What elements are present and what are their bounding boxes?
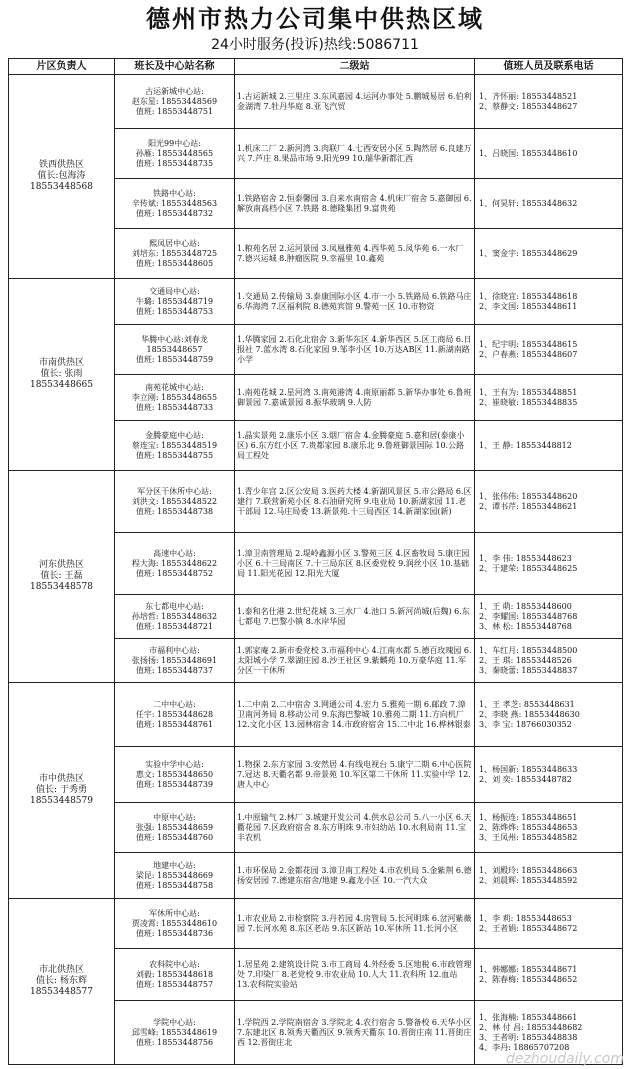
area-leader-cell bbox=[9, 279, 115, 471]
table-row bbox=[9, 75, 623, 129]
area-leader-line: 值长: 于秀勇 bbox=[36, 785, 87, 795]
center-station-line: 张强: 18553448659 bbox=[135, 822, 214, 832]
center-station-line: 军休所中心站: bbox=[149, 908, 200, 918]
center-station-line: 惠文: 18553448650 bbox=[135, 769, 214, 779]
area-leader-line: 市北供热区 bbox=[38, 965, 84, 975]
duty-contact-line: 1、车红月: 18553448500 bbox=[479, 645, 578, 655]
duty-contact-line: 2、李晓 燕: 18553448630 bbox=[479, 709, 580, 719]
duty-contact-cell bbox=[475, 229, 623, 279]
duty-contact-line: 1、杨振连: 18553448651 bbox=[479, 812, 578, 822]
heating-area-table bbox=[8, 58, 623, 1065]
duty-contact-cell bbox=[475, 533, 623, 595]
center-station-cell bbox=[115, 279, 235, 325]
center-station-line: 辛传斌: 18553448563 bbox=[131, 198, 218, 208]
area-leader-line: 市中供热区 bbox=[38, 774, 84, 784]
center-station-line: 地建中心站: bbox=[153, 860, 196, 870]
center-station-line: 值班: 18553448756 bbox=[135, 1037, 214, 1047]
center-station-line: 值班: 18553448759 bbox=[135, 354, 214, 364]
center-station-cell bbox=[115, 595, 235, 639]
duty-contact-cell bbox=[475, 279, 623, 325]
header-area-leader: 片区负责人 bbox=[9, 59, 115, 75]
duty-contact-line: 2、刘晨辉: 18553448592 bbox=[479, 875, 578, 885]
duty-contact-line: 2、林 付 昌: 18553448682 bbox=[479, 1022, 583, 1032]
center-station-line: 牛璐: 18553448719 bbox=[135, 296, 214, 306]
center-station-cell bbox=[115, 179, 235, 229]
center-station-line: 南苑花城中心站: bbox=[145, 382, 204, 392]
duty-contact-cell bbox=[475, 471, 623, 533]
sub-stations-cell: 1.华腾家园 2.石化北宿舍 3.新华东区 4.新华西区 5.区工商局 6.日报社 7.蓝水湾 8.石化家园 9.邹李小区 10.万达AB区 11.新湖南路小学 bbox=[235, 325, 475, 375]
center-station-line: 农科院中心站: bbox=[149, 959, 200, 969]
center-station-line: 值班: 18553448738 bbox=[135, 506, 214, 516]
duty-contact-cell bbox=[475, 75, 623, 129]
duty-contact-cell bbox=[475, 803, 623, 853]
center-station-line: 值班: 18553448721 bbox=[135, 621, 214, 631]
center-station-line: 铁路中心站: bbox=[153, 188, 196, 198]
duty-contact-line: 1、杨国新: 18553448633 bbox=[479, 764, 578, 774]
sub-stations-cell: 1.交通局 2.传输局 3.泰康国际小区 4.市一小 5.铁路局 6.铁路马庄 6.华海湾 7.区福利院 8.德苑宾馆 9.警苑一区 10.市物资 bbox=[235, 279, 475, 325]
sub-stations-cell: 1.铁路宿舍 2.恒泰馨园 3.自来水南宿舍 4.机床厂宿舍 5.嘉御园 6.解放南高档小区 7.铁路 8.德隆集团 9.富贵苑 bbox=[235, 179, 475, 229]
sub-stations-cell: 1.中原输气 2.林厂 3.城建开发公司 4.供水总公司 5.八一小区 6.天衢花园 7.区政府宿舍 8.东方明珠 9.市妇幼站 10.水利局南 11.宝丰农机 bbox=[235, 803, 475, 853]
sub-stations-cell: 1.居星苑 2.建筑设计院 3.市工商局 4.外经委 5.区地税 6.市政管理处 7.印染厂 8.老党校 9.市农业局 10.人大 11.农科所 12.血站 13.农科院实验站 bbox=[235, 949, 475, 1001]
center-station-cell bbox=[115, 899, 235, 949]
center-station-cell bbox=[115, 75, 235, 129]
center-station-line: 值班: 18553448735 bbox=[135, 158, 214, 168]
duty-contact-line: 3、林 松: 18553448768 bbox=[479, 621, 572, 631]
table-row bbox=[9, 471, 623, 533]
center-station-line: 军分区干休所中心站: bbox=[137, 486, 212, 496]
sub-stations-cell: 1.漳卫南管理局 2.堤岭鑫源小区 3.警苑三区 4.区畜牧局 5.康庄园小区 6.十三局南区 7.十三局东区 8.区委党校 9.润丝小区 10.基础局 11.阳光花园 12.阳光大厦 bbox=[235, 533, 475, 595]
duty-contact-line: 1、李 莉: 18553448653 bbox=[479, 913, 572, 923]
page-title: 德州市热力公司集中供热区域 bbox=[146, 5, 484, 33]
area-leader-line: 18553448577 bbox=[30, 987, 93, 997]
center-station-line: 孙培哲: 18553448632 bbox=[131, 611, 218, 621]
table-row bbox=[9, 279, 623, 325]
sub-stations-cell: 1.南苑花城 2.星河湾 3.南苑港湾 4.南原丽都 5.新华办事处 6.鲁班御景园 7.嘉诚景园 8.振华玻璃 9.人防 bbox=[235, 375, 475, 421]
center-station-line: 值班: 18553448753 bbox=[135, 306, 214, 316]
duty-contact-line: 2、刘 奕: 18553448782 bbox=[479, 774, 572, 784]
center-station-line: 值班: 18553448760 bbox=[135, 832, 214, 842]
duty-contact-line: 2、崔晓敏: 18553448835 bbox=[479, 397, 578, 407]
center-station-line: 值班: 18553448752 bbox=[135, 568, 214, 578]
duty-contact-line: 2、户春燕: 18553448607 bbox=[479, 349, 578, 359]
duty-contact-cell bbox=[475, 639, 623, 683]
center-station-cell bbox=[115, 639, 235, 683]
area-leader-cell bbox=[9, 75, 115, 279]
duty-contact-cell bbox=[475, 747, 623, 803]
duty-contact-line: 2、谭书芹: 18553448621 bbox=[479, 501, 578, 511]
sub-stations-cell: 1.市农业局 2.市检察院 3.丹若园 4.房管局 5.长河明珠 6.岔河紫薇园 7.长河水苑 8.东区老站 9.东区新站 10.军休所 11.长河小区 bbox=[235, 899, 475, 949]
duty-contact-line: 2、陈春梅: 18553448652 bbox=[479, 974, 578, 984]
area-leader-line: 值长:包海涛 bbox=[37, 171, 86, 181]
center-station-line: 值班: 18553448761 bbox=[135, 719, 214, 729]
duty-contact-cell bbox=[475, 853, 623, 899]
center-station-line: 高速中心站: bbox=[153, 548, 196, 558]
duty-contact-cell bbox=[475, 949, 623, 1001]
area-leader-line: 18553448568 bbox=[30, 182, 93, 192]
table-body bbox=[9, 75, 623, 1065]
duty-contact-line: 2、李文国: 18553448611 bbox=[479, 301, 578, 311]
duty-contact-line: 2、蔡静文: 18553448627 bbox=[479, 101, 578, 111]
duty-contact-line: 1、窦金宇: 18553448629 bbox=[479, 248, 578, 258]
hotline-subtitle: 24小时服务(投诉)热线:5086711 bbox=[211, 37, 419, 53]
center-station-cell bbox=[115, 853, 235, 899]
center-station-line: 李立刚: 18553448655 bbox=[131, 392, 218, 402]
area-leader-line: 市南供热区 bbox=[38, 358, 84, 368]
center-station-line: 程大海: 18553448622 bbox=[131, 558, 218, 568]
watermark-text: dezhoudaily.com bbox=[506, 1051, 624, 1067]
center-station-line: 交通局中心站: bbox=[149, 286, 200, 296]
duty-contact-line: 2、李耀国: 18553448768 bbox=[479, 611, 578, 621]
duty-contact-line: 1、韩娜娜: 18553448671 bbox=[479, 964, 578, 974]
duty-contact-cell bbox=[475, 375, 623, 421]
area-leader-line: 18553448578 bbox=[30, 582, 93, 592]
center-station-line: 刘毅: 18553448618 bbox=[135, 969, 214, 979]
sub-stations-cell: 1.青少年宫 2.区公安局 3.医药大楼 4.新湖风景区 5.市公路局 6.区建行 7.联营新苑小区 8.石油研究所 9.电业局 10.新湖家园 11.老干部局 12.马庄局委 13.新景苑.十三局西区 14.新湖家园(新) bbox=[235, 471, 475, 533]
duty-contact-cell bbox=[475, 683, 623, 747]
center-station-line: 18553448657 bbox=[146, 344, 203, 354]
duty-contact-line: 2、陈烨烨: 18553448653 bbox=[479, 822, 578, 832]
center-station-line: 值班: 18553448755 bbox=[135, 450, 214, 460]
area-leader-cell bbox=[9, 471, 115, 683]
area-leader-line: 18553448665 bbox=[30, 380, 93, 390]
center-station-cell bbox=[115, 471, 235, 533]
center-station-line: 值班: 18553448737 bbox=[135, 665, 214, 675]
center-station-line: 刘洪文: 18553448522 bbox=[131, 496, 218, 506]
area-leader-line: 铁西供热区 bbox=[38, 160, 84, 170]
area-leader-line: 值长: 杨东辉 bbox=[36, 976, 87, 986]
sub-stations-cell: 1.市环保局 2.金都花园 3.漳卫南工程处 4.市农机局 5.金紫荆 6.德扬安居园 7.德建东宿舍/地建 9.鑫龙小区 10.一汽大众 bbox=[235, 853, 475, 899]
duty-contact-line: 1、李 伟: 18553448623 bbox=[479, 553, 572, 563]
center-station-line: 金腾豪庭中心站: bbox=[145, 430, 204, 440]
duty-contact-line: 2、王 琪: 18553448526 bbox=[479, 655, 572, 665]
sub-stations-cell: 1.晶实景苑 2.康乐小区 3.烟厂宿舍 4.金腾豪庭 5.嘉和居(泰康小区) 6.东方红小区 7.贵都家园 8.康乐北 9.鲁班御景国际 10.公路局工程处 bbox=[235, 421, 475, 471]
center-station-line: 值班: 18553448751 bbox=[135, 106, 214, 116]
center-station-cell bbox=[115, 229, 235, 279]
center-station-cell bbox=[115, 683, 235, 747]
center-station-line: 蔡连宝: 18553448519 bbox=[131, 440, 218, 450]
center-station-line: 刘培东: 18553448725 bbox=[131, 248, 218, 258]
center-station-cell bbox=[115, 533, 235, 595]
center-station-cell bbox=[115, 1001, 235, 1065]
center-station-line: 贾凌霄: 18553448610 bbox=[131, 918, 218, 928]
duty-contact-line: 1、徐晓宜: 18553448618 bbox=[479, 291, 578, 301]
duty-contact-cell bbox=[475, 899, 623, 949]
duty-contact-line: 1、何昊轩: 18553448632 bbox=[479, 198, 578, 208]
center-station-line: 中原中心站: bbox=[153, 812, 196, 822]
center-station-cell bbox=[115, 747, 235, 803]
duty-contact-line: 1、吕晓国: 18553448610 bbox=[479, 148, 578, 158]
header-duty-contact: 值班人员及联系电话 bbox=[475, 59, 623, 75]
duty-contact-line: 1、张伟伟: 18553448620 bbox=[479, 491, 578, 501]
center-station-line: 实验中学中心站: bbox=[145, 759, 204, 769]
center-station-line: 熙凤居中心站: bbox=[149, 238, 200, 248]
center-station-line: 梁昆: 18553448669 bbox=[135, 870, 214, 880]
center-station-line: 值班: 18553448758 bbox=[135, 880, 214, 890]
center-station-line: 古运新城中心站: bbox=[145, 86, 204, 96]
duty-contact-line: 1、王 静: 18553448812 bbox=[479, 440, 572, 450]
duty-contact-line: 2、王者娟: 18553448672 bbox=[479, 923, 578, 933]
duty-contact-line: 1、王 萌: 18553448600 bbox=[479, 601, 572, 611]
center-station-line: 值班: 18553448736 bbox=[135, 928, 214, 938]
sub-stations-cell: 1.物探 2.东方家园 3.安然居 4.有线电视台 5.康宁二期 6.中心医院 7.冠达 8.天衢名都 9.帝景苑 10.军区第二干休所 11.实验中学 12.唐人中心 bbox=[235, 747, 475, 803]
center-station-cell bbox=[115, 421, 235, 471]
center-station-line: 值班: 18553448739 bbox=[135, 779, 214, 789]
sub-stations-cell: 1.学院西 2.学院南宿舍 3.学院北 4.农行宿舍 5.警备校 6.天华小区 7.东建北区 8.领秀天衢西区 9.领秀天衢东 10.晋街庄南 11.晋街庄西 12.晋街庄北 bbox=[235, 1001, 475, 1065]
area-leader-line: 值长: 张雨 bbox=[40, 369, 83, 379]
center-station-line: 二中中心站: bbox=[153, 699, 196, 709]
sub-stations-cell: 1.二中南 2.二中宿舍 3.网通公司 4.宏力 5.雅苑一期 6.邮政 7.漳卫南河务局 8.移动公司 9.东海巴黎城 10.雅苑二期 11.方向机厂 12.文化小区 13.园林宿舍 14.市政府宿舍 15.二中北 16.桦林银泰 bbox=[235, 683, 475, 747]
duty-contact-line: 1、齐怀丽: 18553448521 bbox=[479, 91, 578, 101]
duty-contact-line: 1、刘殿玲: 18553448663 bbox=[479, 865, 578, 875]
duty-contact-line: 1、纪宇明: 18553448615 bbox=[479, 339, 578, 349]
center-station-cell bbox=[115, 325, 235, 375]
center-station-line: 学院中心站: bbox=[153, 1017, 196, 1027]
center-station-line: 东七都电中心站: bbox=[145, 601, 204, 611]
duty-contact-cell bbox=[475, 595, 623, 639]
duty-contact-line: 3、秦晓蕾: 18553448837 bbox=[479, 665, 578, 675]
area-leader-line: 18553448579 bbox=[30, 796, 93, 806]
area-leader-line: 值长: 王磊 bbox=[40, 571, 83, 581]
center-station-line: 值班: 18553448732 bbox=[135, 208, 214, 218]
center-station-line: 阳光99中心站: bbox=[148, 138, 201, 148]
center-station-line: 值班: 18553448733 bbox=[135, 402, 214, 412]
duty-contact-line: 3、李 宝: 18766030352 bbox=[479, 719, 572, 729]
duty-contact-line: 3、王凤州: 18553448582 bbox=[479, 832, 578, 842]
table-row bbox=[9, 899, 623, 949]
center-station-line: 值班: 18553448605 bbox=[135, 258, 214, 268]
center-station-cell bbox=[115, 129, 235, 179]
sub-stations-cell: 1.古运新城 2.三里庄 3.东风嘉园 4.运河办事处 5.鹏城易居 6.伯利金湖湾 7.牡丹华庭 8.亚飞汽贸 bbox=[235, 75, 475, 129]
table-header-row bbox=[9, 59, 623, 75]
duty-contact-cell bbox=[475, 421, 623, 471]
center-station-line: 值班: 18553448757 bbox=[135, 979, 214, 989]
duty-contact-cell bbox=[475, 325, 623, 375]
duty-contact-line: 1、王有为: 18553448851 bbox=[479, 387, 578, 397]
duty-contact-line: 3、王者明: 18553448838 bbox=[479, 1032, 578, 1042]
center-station-line: 任宇: 18553448628 bbox=[135, 709, 214, 719]
area-leader-line: 河东供热区 bbox=[38, 560, 84, 570]
sub-stations-cell: 1.郭家庵 2.新市委党校 3.市福利中心 4.江南水都 5.德百玫瑰园 6.太阳城小学 7.翠湖庄园 8.沙王社区 9.紫麟苑 10.万豪华庭 11.军分区一干休所 bbox=[235, 639, 475, 683]
center-station-line: 市福利中心站: bbox=[149, 645, 200, 655]
header-sub-station: 二级站 bbox=[235, 59, 475, 75]
center-station-cell bbox=[115, 949, 235, 1001]
duty-contact-line: 1、王 孝芝: 8553448631 bbox=[479, 699, 575, 709]
center-station-line: 赵东星: 18553448569 bbox=[131, 96, 218, 106]
table-row bbox=[9, 683, 623, 747]
center-station-line: 张扬扬: 18553448691 bbox=[131, 655, 218, 665]
center-station-line: 孙雁: 18553448565 bbox=[135, 148, 214, 158]
center-station-line: 邱雪峰: 18553448619 bbox=[131, 1027, 218, 1037]
duty-contact-line: 4、李丹: 18865707208 bbox=[479, 1042, 570, 1052]
center-station-line: 华腾中心站:刘春龙 bbox=[141, 334, 208, 344]
duty-contact-cell bbox=[475, 129, 623, 179]
duty-contact-line: 1、张海楠: 18553448661 bbox=[479, 1012, 578, 1022]
center-station-cell bbox=[115, 803, 235, 853]
sub-stations-cell: 1.泰和名仕港 2.世纪花城 3.三水厂 4.池口 5.新河尚城(后魏) 6.东七都电 7.巴黎小镇 8.水岸华园 bbox=[235, 595, 475, 639]
center-station-cell bbox=[115, 375, 235, 421]
sub-stations-cell: 1.机床二厂 2.新河湾 3.肉联厂 4.七西安居小区 5.陶然居 6.良建万兴 7.芦庄 8.果品市场 9.阳光99 10.瑞华新都汇西 bbox=[235, 129, 475, 179]
header-center-station: 班长及中心站名称 bbox=[115, 59, 235, 75]
area-leader-cell bbox=[9, 899, 115, 1065]
duty-contact-cell bbox=[475, 179, 623, 229]
sub-stations-cell: 1.粮苑名居 2.运河景园 3.凤凰雅苑 4.西华苑 5.凤华苑 6.一水厂 7.德兴运城 8.肿瘤医院 9.幸福里 10.鑫苑 bbox=[235, 229, 475, 279]
area-leader-cell bbox=[9, 683, 115, 899]
duty-contact-line: 2、于建荣: 18553448625 bbox=[479, 563, 578, 573]
